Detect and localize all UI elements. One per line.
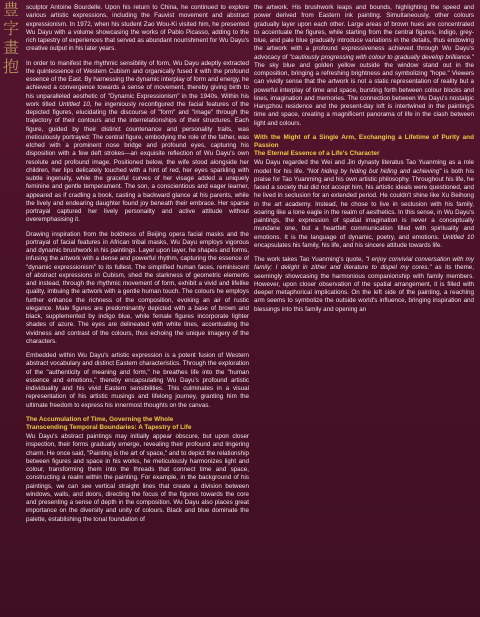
text-run: is both his praise for Tao Yuanming and his own artistic philosophy. Throughout his life, he faced a society that did not accept him, his artistic ideals were questioned, and he lived in seclusion for an extended period. He couldn't shine like Xu Beihong in the art academy. Instead, he chose to live in seclusion with his family, soaring like a lone eagle in the realm of aesthetics. In this sense, in Wu Dayu's paintings, the expression of spatial imagination is never a conceptually mundane one, but a heartfelt communication filled with spirituality and emotions. It is the language of dynamic, poetry, and emotions. — [254, 167, 474, 241]
artwork-title: Untitled 10 — [442, 233, 474, 241]
right-column — [254, 4, 474, 320]
quote: "Not hiding by hiding but hiding and achieving" — [306, 167, 442, 175]
left-paragraph-2 — [26, 60, 249, 225]
text-run: The work takes Tao Yuanming's quote, — [254, 256, 366, 264]
text-run: the artwork. His brushwork leaps and bounds, highlighting the speed and power derived from Eastern ink painting. Simultaneously, other colours gradually layer upon each other. Large areas of brown hues are concentrated to accentuate the figures, while starting from the central figures, indigo, grey-blue, and pale blue gradually introduce variations in the details, thus endowing the artwork with a profound expressiveness achieved through Wu Dayu's advocacy of — [254, 4, 474, 61]
left-paragraph-4: Embedded within Wu Dayu's artistic expression is a potent fusion of Western abstract vocabulary and distinct Eastern characteristics. Through the exploration of the "authenticity of meaning and form," he breathes life into the "human essence and emotions," thereby encapsulating Wu Dayu's profound artistic individuality and his vivid Eastern sensibilities. This culminates in a visual representation of his artistic musings and lifelong journey, granting him the ultimate freedom to express his innermost thoughts on the canvas. — [26, 352, 249, 409]
right-paragraph-3 — [254, 256, 474, 314]
left-paragraph-1: sculptor Antoine Bourdelle. Upon his return to China, he continued to explore various artistic expressions, including the Fauvist movement and abstract expressionism. In 1972, when his student Zao Wou-Ki visited him, he presented Wu Dayu with a volume showcasing the works of Pablo Picasso, adding to the rich tapestry of experiences that served as abundant nourishment for Wu Dayu's creative output in his later years. — [26, 4, 249, 53]
text-run: Wu Dayu regarded the Wei and Jin dynasty literatus Tao Yuanming as a role model for his life. — [254, 159, 474, 175]
right-paragraph-1 — [254, 4, 474, 128]
section-heading-line-2: Transcending Temporal Boundaries: A Tapestry of Life — [26, 423, 192, 431]
text-run: The sky blue and golden yellow outside the window stand out in the composition, bringing a refreshing brightness and symbolizing "hope." Viewers can vividly sense that the artwork is not a static representation of reality but a powerful interplay of time and space, bursting forth between colour blocks and lines, imagination and memories. The connection between Wu Dayu's nostalgic Hangzhou residence and the present-day loft is intertwined in the painting's time and space, creating a magnificent panorama of life in the clash between light and colours. — [254, 61, 474, 127]
left-column — [26, 4, 249, 530]
artwork-title: Untitled 10 — [58, 100, 90, 108]
text-run: In order to manifest the rhythmic sensibility of form, Wu Dayu adeptly extracted the quintessence of Western Cubism and organically fused it with the profound essence of the East. By harnessing the dynamic interplay of form and energy, he achieved a convergence towards a sense of movement, thereby giving birth to his unparalleled aesthetic of "Dynamic Expressionism" in the 1940s. Within his work titled — [26, 59, 249, 108]
quote: "I enjoy convivial conversation with my family; I delight in zither and literature to dispel my cores." — [254, 256, 474, 272]
left-paragraph-5: Wu Dayu's abstract paintings may initially appear obscure, but upon closer inspection, their forms gradually emerge, revealing their profound and lingering charm. He once said, "Painting is the art of space," and to depict the relationship between figures and space in his works, he meticulously harmonizes light and colour, transforming them into the threads that connect time and space, constructing a realm within the painting. For example, in the background of his paintings, we can see vertical straight lines that create a division between windows, walls, and doors, directing the focus of the figures towards the core and presenting a sense of depth in the composition. Wu Dayu also places great importance on the diversity and unity of colours. Black and blue dominate the palette, establishing the tonal foundation of — [26, 433, 249, 523]
section-heading-line-1: With the Might of a Single Arm, Exchanging a Lifetime of Purity and Passion — [254, 133, 474, 149]
right-paragraph-2 — [254, 159, 474, 250]
text-run: as its theme, seemingly showcasing the harmonious companionship with family members. However, upon closer observation of the spatial arrangement, it is filled with deeper metaphorical implications. On the left side of the painting, a reaching arm seems to symbolize the outside world's influence, bringing inspiration and blessings into this family and opening an — [254, 264, 474, 313]
quote: "cautiously progressing with colour to gradually develop brilliance." — [289, 53, 474, 61]
calligraphy-decoration: 豊字畫抱 — [2, 0, 19, 76]
left-paragraph-3: Drawing inspiration from the boldness of Beijing opera facial masks and the portrayal of facial features in African tribal masks, Wu Dayu employs vigorous and dynamic brushwork in his paintings. Layer upon layer, he shapes and forms, infusing the artwork with a dense and powerful rhythm, capturing the essence of "dynamic expressionism" to its fullest. The simplified human faces, reminiscent of abstract expressions in Cubism, shed the starkness of geometric elements and instead, through the rhythmic movement of form, exhibit a vivid and lifelike quality, imbuing the artwork with a gentle human touch. The colours he employs further enhance the richness of the composition, evoking an air of rustic elegance. Male figures are predominantly depicted with a base of brown and black, supplemented by indigo blue, while female figures incorporate lighter shades of azure. The eyes are delineated with white lines, accentuating the vividness and contrast of the colours, thus echoing the unique imagery of the characters. — [26, 230, 249, 345]
section-heading — [254, 134, 474, 159]
text-run: encapsulates his family, his life, and his sincere attitude towards life. — [254, 241, 443, 249]
section-heading-line-1: The Accumulation of Time, Governing the Whole — [26, 415, 174, 423]
text-run: , he ingeniously reconfigured the facial features of the depicted figures, elucidating the discourse of "form" and "image" through the trajectory of their contours and the interrelationships of their structures. Each figure, guided by their distinct countenance and personality traits, was meticulously portrayed: The central figure, embodying the role of the father, was etched with a prominent nose bridge and profound eyes, capturing his disposition with a few deft strokes—an exquisite reflection of Wu Dayu's own resolute and profound image. Positioned below, the wife stood alongside her children, her lips delicately touched with a hint of red, her eyes sparkling with subtle ingenuity, while the graceful curves of her visage added a uniquely feminine and gentle temperament. The son, a conscientious and eager learner, appeared as if cradling a book, casting a backward glance at his parents, while the lively and endearing daughter found joy beneath their embrace. Her sparse portrayal captured her lively personality and active attitude without overemphasising it. — [26, 100, 249, 224]
section-heading-line-2: The Eternal Essence of a Life's Character — [254, 150, 380, 158]
section-heading — [26, 416, 249, 432]
